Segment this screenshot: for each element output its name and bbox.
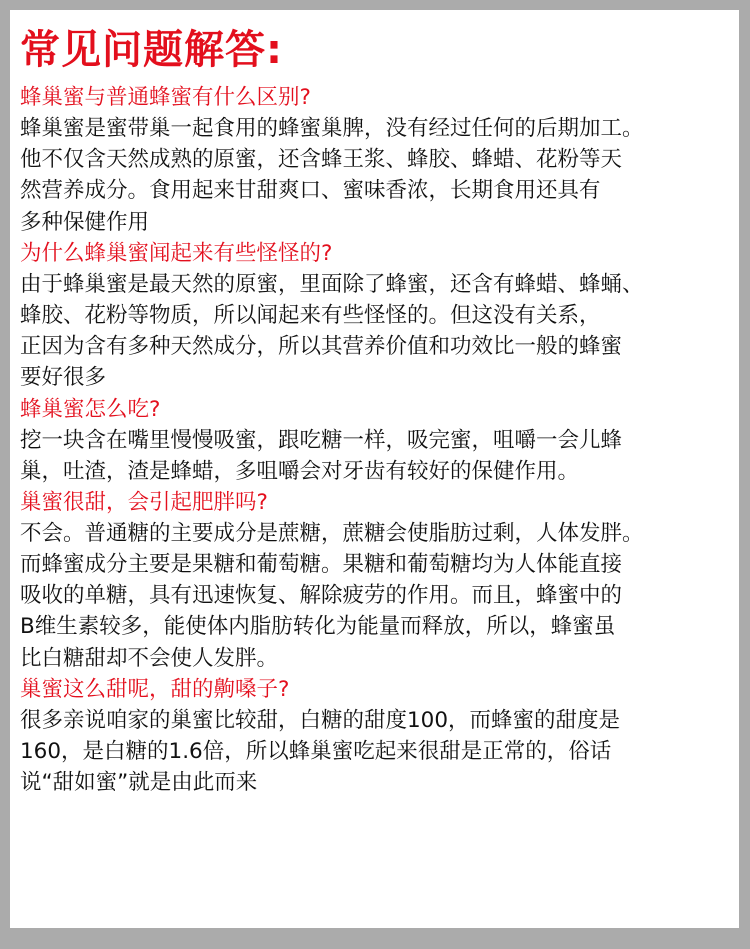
faq-item	[20, 487, 739, 674]
faq-answer-line: B维生素较多，能使体内脂肪转化为能量而释放，所以，蜂蜜虽	[20, 614, 616, 640]
faq-answer-line: 160，是白糖的1.6倍，所以蜂巢蜜吃起来很甜是正常的，俗话	[20, 739, 612, 764]
faq-answer-line: 巢，吐渣，渣是蜂蜡，多咀嚼会对牙齿有较好的保健作用。	[20, 458, 580, 484]
page-title: 常见问题解答:	[20, 27, 283, 73]
faq-question: 为什么蜂巢蜜闻起来有些怪怪的?	[20, 240, 333, 266]
faq-answer-line: 由于蜂巢蜜是最天然的原蜜，里面除了蜂蜜，还含有蜂蜡、蜂蛹、	[20, 271, 644, 297]
faq-question: 蜂巢蜜怎么吃?	[20, 396, 161, 422]
faq-question: 巢蜜这么甜呢，甜的齁嗓子?	[20, 676, 290, 702]
faq-answer-line: 多种保健作用	[20, 209, 150, 235]
faq-answer-line: 然营养成分。食用起来甘甜爽口、蜜味香浓，长期食用还具有	[20, 178, 601, 204]
faq-answer-line: 而蜂蜜成分主要是果糖和葡萄糖。果糖和葡萄糖均为人体能直接	[20, 552, 623, 578]
faq-answer-line: 蜂胶、花粉等物质，所以闻起来有些怪怪的。但这没有关系，	[20, 302, 601, 328]
faq-answer-line: 不会。普通糖的主要成分是蔗糖，蔗糖会使脂肪过剩，人体发胖。	[20, 520, 644, 546]
faq-answer-line: 正因为含有多种天然成分，所以其营养价值和功效比一般的蜂蜜	[20, 334, 623, 360]
faq-answer-line: 蜂巢蜜是蜜带巢一起食用的蜂蜜巢脾，没有经过任何的后期加工。	[20, 116, 644, 141]
faq-answer-line: 要好很多	[20, 365, 107, 391]
faq-question: 巢蜜很甜，会引起肥胖吗?	[20, 489, 268, 515]
faq-item	[20, 394, 739, 487]
faq-item	[20, 82, 739, 238]
faq-panel	[10, 10, 739, 928]
faq-item	[20, 238, 739, 394]
faq-answer-line: 说“甜如蜜”就是由此而来	[20, 770, 258, 796]
faq-question: 蜂巢蜜与普通蜂蜜有什么区别?	[20, 85, 311, 110]
faq-answer-line: 比白糖甜却不会使人发胖。	[20, 645, 279, 671]
faq-answer-line: 很多亲说咱家的巢蜜比较甜，白糖的甜度100，而蜂蜜的甜度是	[20, 707, 621, 733]
faq-item	[20, 674, 739, 799]
faq-answer-line: 挖一块含在嘴里慢慢吸蜜，跟吃糖一样，吸完蜜，咀嚼一会儿蜂	[20, 427, 623, 453]
faq-answer-line: 吸收的单糖，具有迅速恢复、解除疲劳的作用。而且，蜂蜜中的	[20, 583, 623, 609]
faq-answer-line: 他不仅含天然成熟的原蜜，还含蜂王浆、蜂胶、蜂蜡、花粉等天	[20, 147, 623, 173]
